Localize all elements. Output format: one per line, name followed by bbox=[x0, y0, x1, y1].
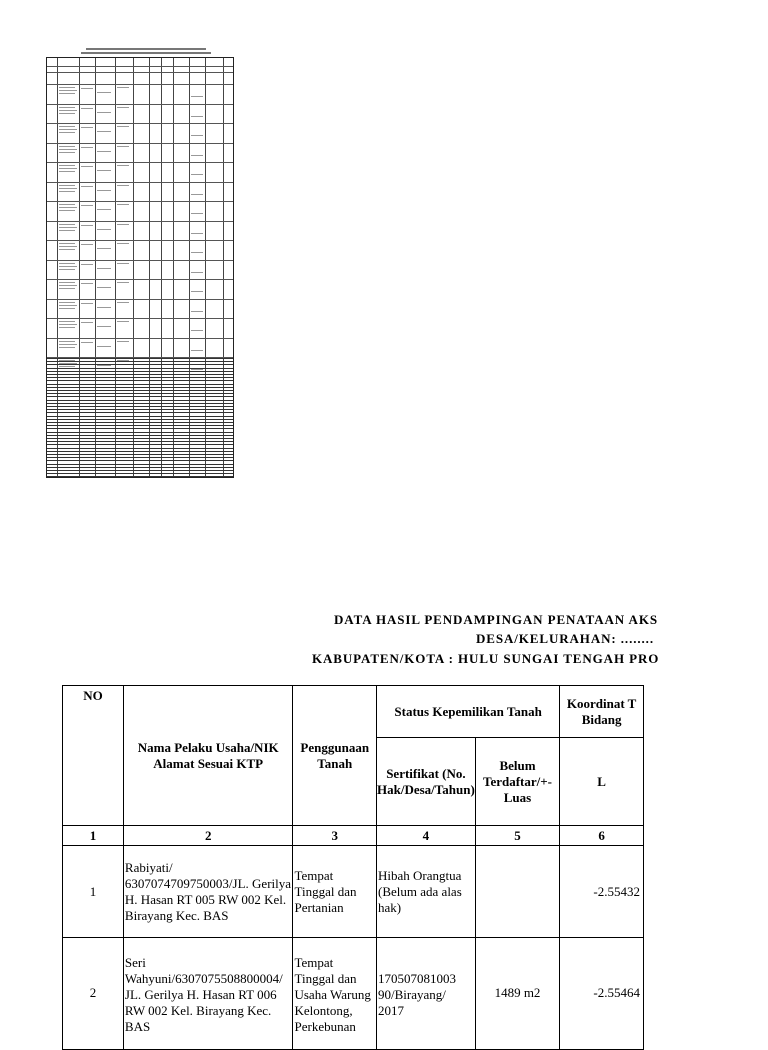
thumb-grid-line bbox=[57, 58, 58, 477]
thumb-text-scribble bbox=[191, 155, 203, 156]
thumb-grid-line bbox=[47, 432, 233, 433]
thumb-grid-line bbox=[47, 416, 233, 417]
thumb-grid-line bbox=[47, 143, 233, 144]
thumb-text-scribble bbox=[59, 302, 75, 303]
thumb-grid-line bbox=[47, 338, 233, 339]
thumb-text-scribble bbox=[191, 311, 203, 312]
thumb-text-scribble bbox=[117, 302, 129, 303]
thumb-grid-line bbox=[205, 58, 206, 477]
table-row bbox=[63, 846, 644, 938]
thumb-grid-line bbox=[47, 464, 233, 465]
thumb-grid-line bbox=[47, 299, 233, 300]
thumb-text-scribble bbox=[59, 344, 77, 345]
thumb-text-scribble bbox=[81, 225, 93, 226]
thumb-grid-line bbox=[47, 457, 233, 458]
thumb-text-scribble bbox=[59, 282, 75, 283]
row-name: Rabiyati/ 6307074709750003/JL. Gerilya H. Hasan RT 005 RW 002 Kel. Birayang Kec. BAS bbox=[123, 846, 293, 938]
thumb-text-scribble bbox=[117, 107, 129, 108]
document-title: DATA HASIL PENDAMPINGAN PENATAAN AKS bbox=[334, 612, 658, 627]
thumb-text-scribble bbox=[59, 146, 75, 147]
thumb-grid-line bbox=[47, 444, 233, 445]
thumb-grid-line bbox=[115, 58, 116, 477]
thumb-text-scribble bbox=[59, 341, 75, 342]
thumb-grid-line bbox=[47, 441, 233, 442]
thumb-text-scribble bbox=[191, 96, 203, 97]
thumb-text-scribble bbox=[59, 110, 77, 111]
header-coords-text: Koordinat T Bidang bbox=[566, 695, 637, 727]
thumb-text-scribble bbox=[117, 204, 129, 205]
thumb-grid-line bbox=[47, 380, 233, 381]
thumb-grid-line bbox=[95, 58, 96, 477]
thumb-grid-line bbox=[47, 467, 233, 468]
thumb-grid-line bbox=[47, 476, 233, 477]
thumb-grid-line bbox=[47, 371, 233, 372]
thumb-text-scribble bbox=[97, 170, 111, 171]
thumb-grid-line bbox=[47, 403, 233, 404]
thumb-text-scribble bbox=[59, 210, 75, 211]
thumb-text-scribble bbox=[81, 264, 93, 265]
thumb-text-scribble bbox=[81, 205, 93, 206]
thumb-text-scribble bbox=[117, 165, 129, 166]
thumb-text-scribble bbox=[117, 341, 129, 342]
thumb-text-scribble bbox=[59, 227, 77, 228]
thumb-text-scribble bbox=[191, 194, 203, 195]
header-lat: L bbox=[560, 738, 644, 826]
thumb-text-scribble bbox=[81, 186, 93, 187]
thumb-grid-line bbox=[47, 221, 233, 222]
thumb-grid-line bbox=[47, 361, 233, 362]
thumb-text-scribble bbox=[97, 151, 111, 152]
thumb-text-scribble bbox=[97, 131, 111, 132]
header-ownership: Status Kepemilikan Tanah bbox=[377, 686, 560, 738]
thumb-grid-line bbox=[47, 240, 233, 241]
thumb-text-scribble bbox=[191, 291, 203, 292]
thumb-text-scribble bbox=[97, 268, 111, 269]
document-thumbnail bbox=[46, 44, 234, 478]
header-usage: Penggunaan Tanah bbox=[293, 686, 377, 826]
thumb-grid-line bbox=[47, 377, 233, 378]
thumb-text-scribble bbox=[81, 244, 93, 245]
thumb-grid-line bbox=[47, 162, 233, 163]
column-number: 1 bbox=[63, 826, 124, 846]
header-no: NO bbox=[63, 686, 124, 826]
thumb-grid-line bbox=[47, 72, 233, 73]
thumb-text-scribble bbox=[59, 191, 75, 192]
thumb-grid-line bbox=[47, 428, 233, 429]
thumb-text-scribble bbox=[97, 346, 111, 347]
thumb-grid-line bbox=[47, 182, 233, 183]
row-no: 1 bbox=[63, 846, 124, 938]
row-certificate: Hibah Orangtua (Belum ada alas hak) bbox=[377, 846, 476, 938]
thumb-text-scribble bbox=[81, 108, 93, 109]
thumb-text-scribble bbox=[97, 248, 111, 249]
thumb-grid-line bbox=[47, 470, 233, 471]
thumb-text-scribble bbox=[59, 129, 77, 130]
thumb-text-scribble bbox=[59, 285, 77, 286]
thumb-text-scribble bbox=[59, 126, 75, 127]
thumb-text-scribble bbox=[97, 92, 111, 93]
row-lat: -2.55464 bbox=[560, 938, 644, 1050]
thumb-text-scribble bbox=[59, 207, 77, 208]
thumb-text-scribble bbox=[59, 305, 77, 306]
thumb-text-scribble bbox=[59, 185, 75, 186]
row-name: Seri Wahyuni/6307075508800004/ JL. Gerilya H. Hasan RT 006 RW 002 Kel. Birayang Kec. BAS bbox=[123, 938, 293, 1050]
thumb-text-scribble bbox=[59, 152, 75, 153]
thumb-grid-line bbox=[47, 260, 233, 261]
thumb-text-scribble bbox=[59, 93, 75, 94]
thumb-text-scribble bbox=[59, 165, 75, 166]
header-name: Nama Pelaku Usaha/NIK Alamat Sesuai KTP bbox=[123, 686, 293, 826]
header-unregistered: Belum Terdaftar/+- Luas bbox=[475, 738, 559, 826]
thumb-text-scribble bbox=[59, 324, 77, 325]
thumb-text-scribble bbox=[59, 204, 75, 205]
thumb-grid-line bbox=[47, 104, 233, 105]
thumb-text-scribble bbox=[117, 321, 129, 322]
thumb-grid-line bbox=[47, 412, 233, 413]
thumb-grid-line bbox=[47, 279, 233, 280]
thumb-text-scribble bbox=[59, 113, 75, 114]
thumb-text-scribble bbox=[81, 166, 93, 167]
thumb-grid-line bbox=[223, 58, 224, 477]
thumb-grid-line bbox=[47, 400, 233, 401]
thumb-grid-line bbox=[47, 390, 233, 391]
thumb-text-scribble bbox=[191, 330, 203, 331]
thumb-grid-line bbox=[47, 201, 233, 202]
thumb-grid-line bbox=[47, 448, 233, 449]
data-table bbox=[62, 685, 644, 1050]
row-usage: Tempat Tinggal dan Usaha Warung Kelontong, Perkebunan bbox=[293, 938, 377, 1050]
thumb-text-scribble bbox=[81, 322, 93, 323]
thumb-text-scribble bbox=[191, 116, 203, 117]
thumb-text-scribble bbox=[59, 246, 77, 247]
thumb-text-scribble bbox=[59, 168, 77, 169]
thumb-text-scribble bbox=[117, 126, 129, 127]
thumb-text-scribble bbox=[191, 135, 203, 136]
thumb-text-scribble bbox=[59, 224, 75, 225]
thumb-grid-line bbox=[47, 123, 233, 124]
thumb-grid-line bbox=[161, 58, 162, 477]
thumb-grid-line bbox=[47, 460, 233, 461]
thumb-grid-line bbox=[47, 384, 233, 385]
thumb-grid-line bbox=[47, 318, 233, 319]
thumb-title-line bbox=[81, 52, 211, 54]
row-area: 1489 m2 bbox=[475, 938, 559, 1050]
thumb-text-scribble bbox=[97, 209, 111, 210]
thumb-text-scribble bbox=[117, 282, 129, 283]
thumb-grid-line bbox=[47, 84, 233, 85]
thumb-text-scribble bbox=[191, 213, 203, 214]
thumb-grid-line bbox=[47, 451, 233, 452]
row-lat: -2.55432 bbox=[560, 846, 644, 938]
thumb-grid-line bbox=[47, 425, 233, 426]
thumb-table bbox=[46, 57, 234, 478]
column-number: 4 bbox=[377, 826, 476, 846]
thumb-text-scribble bbox=[59, 263, 75, 264]
thumb-text-scribble bbox=[59, 188, 77, 189]
thumb-grid-line bbox=[189, 58, 190, 477]
thumb-grid-line bbox=[47, 406, 233, 407]
thumb-grid-line bbox=[47, 66, 233, 67]
row-no: 2 bbox=[63, 938, 124, 1050]
table-row bbox=[63, 938, 644, 1050]
document-subtitle-desa: DESA/KELURAHAN: ........ bbox=[476, 631, 654, 646]
thumb-grid-line bbox=[47, 438, 233, 439]
row-area bbox=[475, 846, 559, 938]
header-coords bbox=[560, 686, 644, 738]
thumb-text-scribble bbox=[117, 224, 129, 225]
thumb-grid-line bbox=[47, 368, 233, 369]
thumb-grid-line bbox=[47, 364, 233, 365]
thumb-text-scribble bbox=[59, 308, 75, 309]
thumb-text-scribble bbox=[59, 288, 75, 289]
thumb-text-scribble bbox=[117, 87, 129, 88]
thumb-text-scribble bbox=[97, 112, 111, 113]
thumb-grid-line bbox=[47, 435, 233, 436]
thumb-grid-line bbox=[47, 422, 233, 423]
thumb-text-scribble bbox=[59, 269, 75, 270]
thumb-grid-line bbox=[47, 419, 233, 420]
thumb-text-scribble bbox=[97, 326, 111, 327]
thumb-title-line bbox=[86, 48, 206, 50]
thumb-text-scribble bbox=[117, 185, 129, 186]
thumb-text-scribble bbox=[59, 327, 75, 328]
thumb-text-scribble bbox=[81, 283, 93, 284]
document-page bbox=[0, 596, 660, 1034]
thumb-text-scribble bbox=[81, 342, 93, 343]
column-number: 2 bbox=[123, 826, 293, 846]
thumb-text-scribble bbox=[97, 287, 111, 288]
thumb-grid-line bbox=[47, 387, 233, 388]
document-subtitle-kabupaten: KABUPATEN/KOTA : HULU SUNGAI TENGAH PRO bbox=[312, 651, 660, 666]
thumb-text-scribble bbox=[191, 272, 203, 273]
thumb-text-scribble bbox=[81, 147, 93, 148]
thumb-grid-line bbox=[47, 374, 233, 375]
thumb-text-scribble bbox=[59, 90, 77, 91]
thumb-text-scribble bbox=[97, 307, 111, 308]
thumb-text-scribble bbox=[59, 149, 77, 150]
column-number: 3 bbox=[293, 826, 377, 846]
thumb-text-scribble bbox=[117, 263, 129, 264]
column-number: 5 bbox=[475, 826, 559, 846]
thumb-grid-line bbox=[133, 58, 134, 477]
thumb-text-scribble bbox=[59, 347, 75, 348]
thumb-text-scribble bbox=[59, 249, 75, 250]
column-number: 6 bbox=[560, 826, 644, 846]
thumb-text-scribble bbox=[81, 303, 93, 304]
thumb-text-scribble bbox=[117, 146, 129, 147]
thumb-text-scribble bbox=[117, 243, 129, 244]
thumb-grid-line bbox=[47, 358, 233, 359]
thumb-grid-line bbox=[47, 473, 233, 474]
row-usage: Tempat Tinggal dan Pertanian bbox=[293, 846, 377, 938]
thumb-text-scribble bbox=[191, 252, 203, 253]
thumb-text-scribble bbox=[81, 88, 93, 89]
thumb-grid-line bbox=[47, 409, 233, 410]
thumb-grid-line bbox=[47, 454, 233, 455]
thumb-text-scribble bbox=[81, 127, 93, 128]
thumb-grid-line bbox=[173, 58, 174, 477]
header-certified: Sertifikat (No. Hak/Desa/Tahun) bbox=[377, 738, 476, 826]
thumb-grid-line bbox=[149, 58, 150, 477]
thumb-text-scribble bbox=[191, 174, 203, 175]
thumb-grid-line bbox=[79, 58, 80, 477]
thumb-text-scribble bbox=[59, 171, 75, 172]
thumb-grid-line bbox=[47, 393, 233, 394]
thumb-text-scribble bbox=[191, 233, 203, 234]
thumb-text-scribble bbox=[59, 132, 75, 133]
thumb-text-scribble bbox=[59, 87, 75, 88]
thumb-text-scribble bbox=[97, 229, 111, 230]
row-certificate: 170507081003 90/Birayang/ 2017 bbox=[377, 938, 476, 1050]
thumb-text-scribble bbox=[97, 190, 111, 191]
thumb-text-scribble bbox=[59, 266, 77, 267]
thumb-text-scribble bbox=[59, 107, 75, 108]
thumb-text-scribble bbox=[59, 243, 75, 244]
thumb-text-scribble bbox=[191, 350, 203, 351]
thumb-text-scribble bbox=[59, 321, 75, 322]
thumb-grid-line bbox=[47, 396, 233, 397]
thumb-text-scribble bbox=[59, 230, 75, 231]
